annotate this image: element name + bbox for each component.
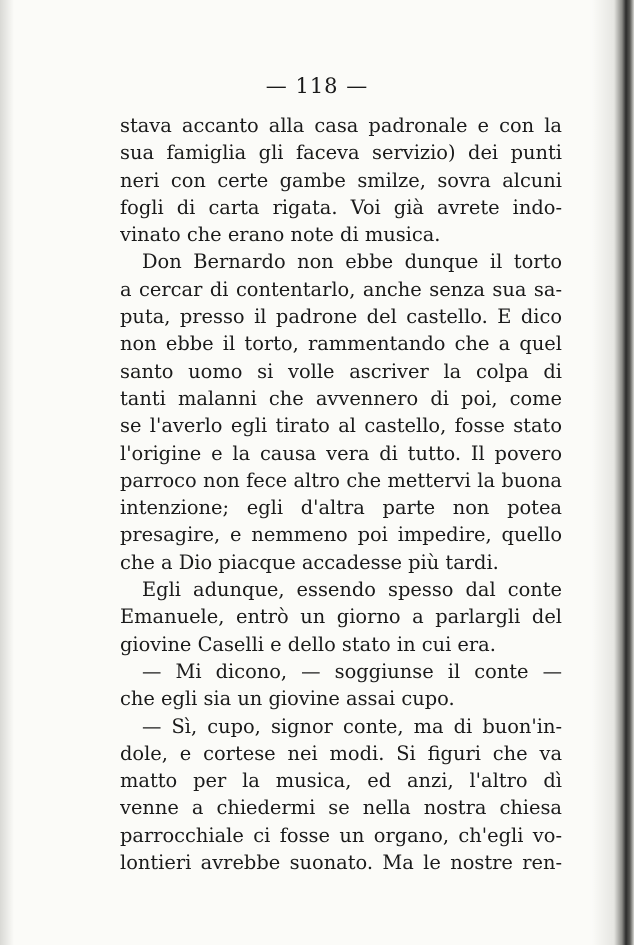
text-line: dole, e cortese nei modi. Si figuri che va [120, 741, 562, 765]
text-line: fogli di carta rigata. Voi già avrete indo- [120, 195, 562, 219]
text-line: a cercar di contentarlo, anche senza sua sa- [120, 277, 562, 301]
text-line: puta, presso il padrone del castello. E dico [120, 305, 562, 329]
text-line: non ebbe il torto, rammentando che a quel [120, 332, 562, 356]
body-text [120, 112, 562, 876]
text-line: parroco non fece altro che mettervi la buona [120, 468, 562, 492]
page-edge-shadow [0, 0, 14, 945]
text-line: — Mi dicono, — soggiunse il conte — [142, 659, 562, 683]
text-line: venne a chiedermi se nella nostra chiesa [120, 796, 562, 820]
text-line: Emanuele, entrò un giorno a parlargli del [120, 605, 562, 629]
text-line: vinato che erano note di musica. [120, 223, 441, 247]
text-line: matto per la musica, ed anzi, l'altro dì [120, 769, 562, 793]
text-line: santo uomo si volle ascriver la colpa di [120, 359, 562, 383]
text-line: che egli sia un giovine assai cupo. [120, 687, 455, 711]
text-line: se l'averlo egli tirato al castello, fosse stato [120, 414, 562, 438]
text-line: sua famiglia gli faceva servizio) dei punti [120, 141, 562, 165]
text-line: — Sì, cupo, signor conte, ma di buon'in- [142, 714, 562, 738]
text-line: l'origine e la causa vera di tutto. Il povero [120, 441, 562, 465]
text-line: lontieri avrebbe suonato. Ma le nostre ren- [120, 851, 562, 875]
page-number: — 118 — [265, 74, 369, 98]
text-line: tanti malanni che avvennero di poi, come [120, 386, 562, 410]
text-line: Don Bernardo non ebbe dunque il torto [142, 250, 562, 274]
text-line: presagire, e nemmeno poi impedire, quello [120, 523, 562, 547]
text-line: Egli adunque, essendo spesso dal conte [142, 578, 562, 602]
text-line: neri con certe gambe smilze, sovra alcuni [120, 168, 562, 192]
text-line: intenzione; egli d'altra parte non potea [120, 496, 562, 520]
book-binding-edge [592, 0, 634, 945]
text-line: giovine Caselli e dello stato in cui era. [120, 632, 496, 656]
text-line: che a Dio piacque accadesse più tardi. [120, 550, 499, 574]
text-line: parrocchiale ci fosse un organo, ch'egli vo- [120, 823, 562, 847]
text-line: stava accanto alla casa padronale e con la [120, 114, 562, 137]
